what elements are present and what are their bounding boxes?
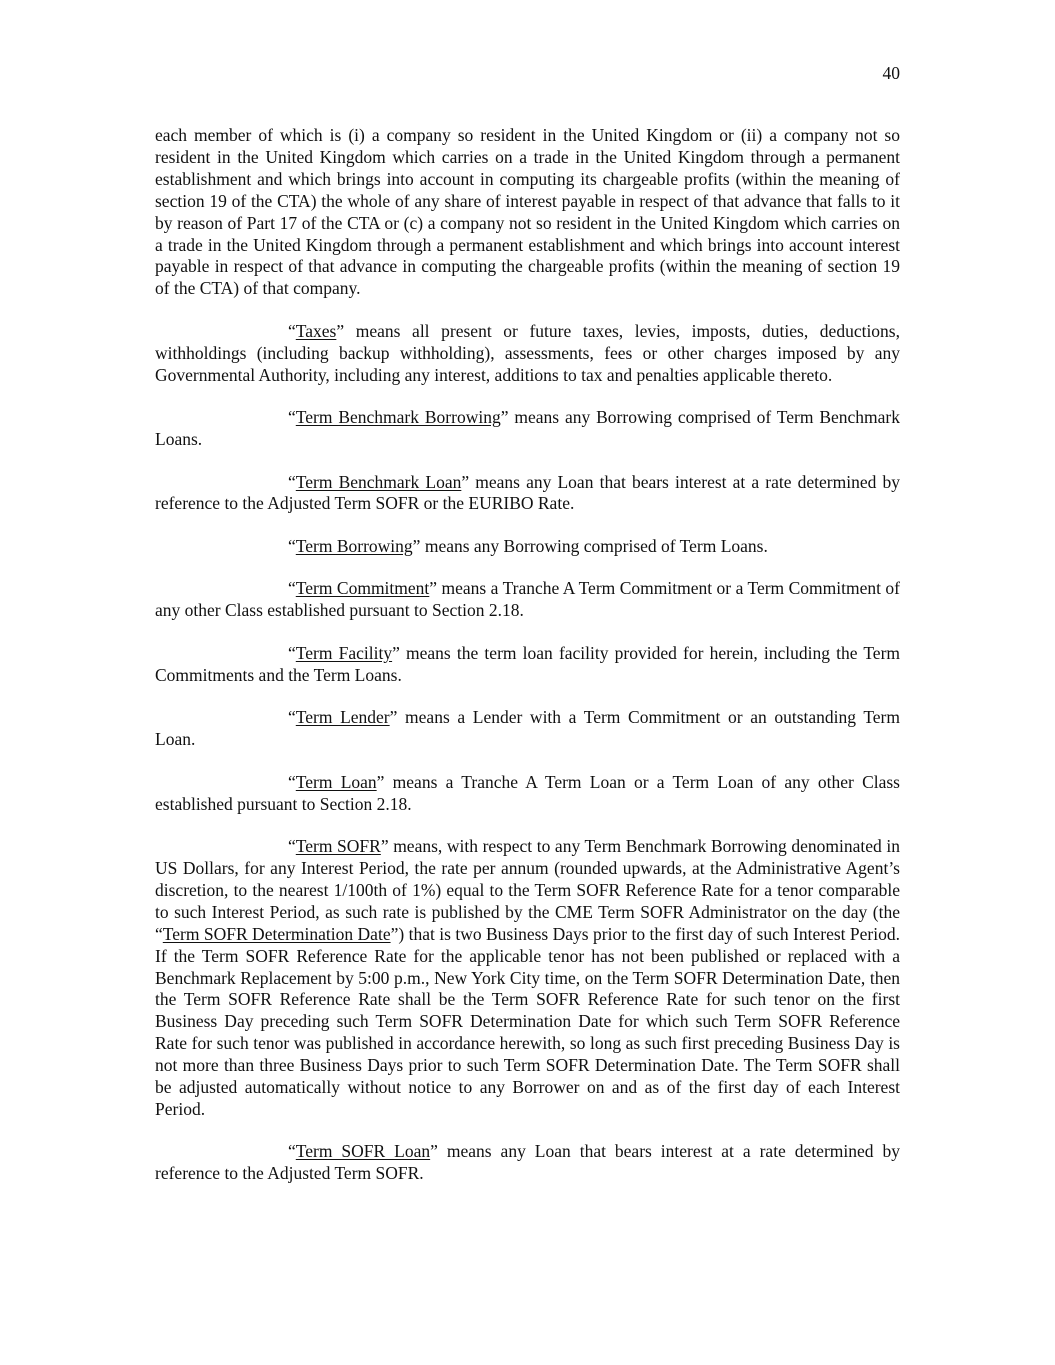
definition-text: means any Loan that bears interest at a rate determined by reference to the Adjusted Term SOFR or the EURIBO Rate.: [155, 471, 900, 514]
page-number: 40: [882, 63, 900, 83]
defined-term: Term SOFR Loan: [295, 1141, 431, 1162]
defined-term: Term Benchmark Borrowing: [295, 407, 501, 428]
definition-text: ”) that is two Business Days prior to the first day of such Interest Period. If the Term SOFR Reference Rate for the applicable tenor has not been published or replaced with a Benchmark Replacement by 5:00 p.m., New York City time, on the Term SOFR Determination Date, then the Term SOFR Reference Rate shall be the Term SOFR Reference Rate for such tenor on the first Business Day preceding such Term SOFR Determination Date for which such Term SOFR Reference Rate for such tenor was published in accordance herewith, so long as such first preceding Business Day is not more than three Business Days prior to such Term SOFR Determination Date. The Term SOFR shall be adjusted automatically without notice to any Borrower on and as of the first day of each Interest Period.: [155, 923, 900, 1119]
definition-taxes: “Taxes” means all present or future taxes, levies, imposts, duties, deductions, withholdings (including backup withholding), assessments, fees or other charges imposed by any Governmental Authority, including any interest, additions to tax and penalties applicable thereto.: [155, 320, 900, 385]
definition-text: means any Loan that bears interest at a rate determined by reference to the Adjusted Term SOFR.: [155, 1141, 900, 1184]
document-body: [155, 125, 900, 1206]
definition-text: means any Borrowing comprised of Term Loans.: [420, 535, 768, 556]
definition-term-facility: “Term Facility” means the term loan facility provided for herein, including the Term Commitments and the Term Loans.: [155, 642, 901, 685]
definition-text: means a Tranche A Term Commitment or a Term Commitment of any other Class established pursuant to Section 2.18.: [155, 578, 900, 621]
definition-term-borrowing: “Term Borrowing” means any Borrowing comprised of Term Loans.: [288, 535, 768, 556]
defined-term: Term Benchmark Loan: [295, 471, 462, 492]
defined-term: Term Borrowing: [295, 535, 413, 556]
defined-term: Term Lender: [295, 707, 390, 728]
definition-text: means the term loan facility provided for herein, including the Term Commitments and the Term Loans.: [155, 642, 901, 685]
definition-term-benchmark-loan: “Term Benchmark Loan” means any Loan that bears interest at a rate determined by reference to the Adjusted Term SOFR or the EURIBO Rate.: [155, 471, 900, 514]
defined-term: Term Commitment: [295, 578, 430, 599]
definition-term-commitment: “Term Commitment” means a Tranche A Term Commitment or a Term Commitment of any other Class established pursuant to Section 2.18.: [155, 578, 900, 621]
definition-text: means any Borrowing comprised of Term Benchmark Loans.: [155, 407, 900, 450]
definition-text: means a Lender with a Term Commitment or an outstanding Term Loan.: [155, 707, 900, 750]
definition-term-sofr-loan: “Term SOFR Loan” means any Loan that bears interest at a rate determined by reference to the Adjusted Term SOFR.: [155, 1141, 900, 1184]
defined-term: Term Facility: [295, 642, 393, 663]
defined-term: Term Loan: [295, 771, 377, 792]
definition-text: means all present or future taxes, levies, imposts, duties, deductions, withholdings (including backup withholding), assessments, fees or other charges imposed by any Governmental Authority, including any interest, additions to tax and penalties applicable thereto.: [155, 320, 900, 385]
definition-term-lender: “Term Lender” means a Lender with a Term Commitment or an outstanding Term Loan.: [155, 707, 900, 750]
defined-term: Term SOFR: [295, 836, 381, 857]
definition-term-loan: “Term Loan” means a Tranche A Term Loan or a Term Loan of any other Class established pursuant to Section 2.18.: [155, 771, 900, 814]
defined-term-inline: Term SOFR Determination Date: [162, 923, 391, 944]
defined-term: Taxes: [295, 320, 337, 341]
definition-term-benchmark-borrowing: “Term Benchmark Borrowing” means any Borrowing comprised of Term Benchmark Loans.: [155, 407, 900, 450]
intro-paragraph: each member of which is (i) a company so resident in the United Kingdom or (ii) a company not so resident in the United Kingdom which carries on a trade in the United Kingdom through a permanent establishment and which brings into account in computing its chargeable profits (within the meaning of section 19 of the CTA) the whole of any share of interest payable in respect of that advance that falls to it by reason of Part 17 of the CTA or (c) a company not so resident in the United Kingdom which carries on a trade in the United Kingdom through a permanent establishment and which brings into account interest payable in respect of that advance in computing the chargeable profits (within the meaning of section 19 of the CTA) of that company.: [155, 125, 900, 299]
definition-text: means, with respect to any Term Benchmark Borrowing denominated in US Dollars, for any Interest Period, the rate per annum (rounded upwards, at the Administrative Agent’s discretion, to the nearest 1/100th of 1%) equal to the Term SOFR Reference Rate for a tenor comparable to such Interest Period, as such rate is published by the CME Term SOFR Administrator on the day (the “: [155, 836, 900, 944]
definition-text: means a Tranche A Term Loan or a Term Loan of any other Class established pursuant to Section 2.18.: [155, 771, 900, 814]
definition-term-sofr: “Term SOFR” means, with respect to any Term Benchmark Borrowing denominated in US Dollars, for any Interest Period, the rate per annum (rounded upwards, at the Administrative Agent’s discretion, to the nearest 1/100th of 1%) equal to the Term SOFR Reference Rate for a tenor comparable to such Interest Period, as such rate is published by the CME Term SOFR Administrator on the day (the “Term SOFR Determination Date”) that is two Business Days prior to the first day of such Interest Period. If the Term SOFR Reference Rate for the applicable tenor has not been published or replaced with a Benchmark Replacement by 5:00 p.m., New York City time, on the Term SOFR Determination Date, then the Term SOFR Reference Rate shall be the Term SOFR Reference Rate for such tenor on the first Business Day preceding such Term SOFR Determination Date for which such Term SOFR Reference Rate for such tenor was published in accordance herewith, so long as such first preceding Business Day is not more than three Business Days prior to such Term SOFR Determination Date. The Term SOFR shall be adjusted automatically without notice to any Borrower on and as of the first day of each Interest Period.: [155, 836, 900, 1119]
